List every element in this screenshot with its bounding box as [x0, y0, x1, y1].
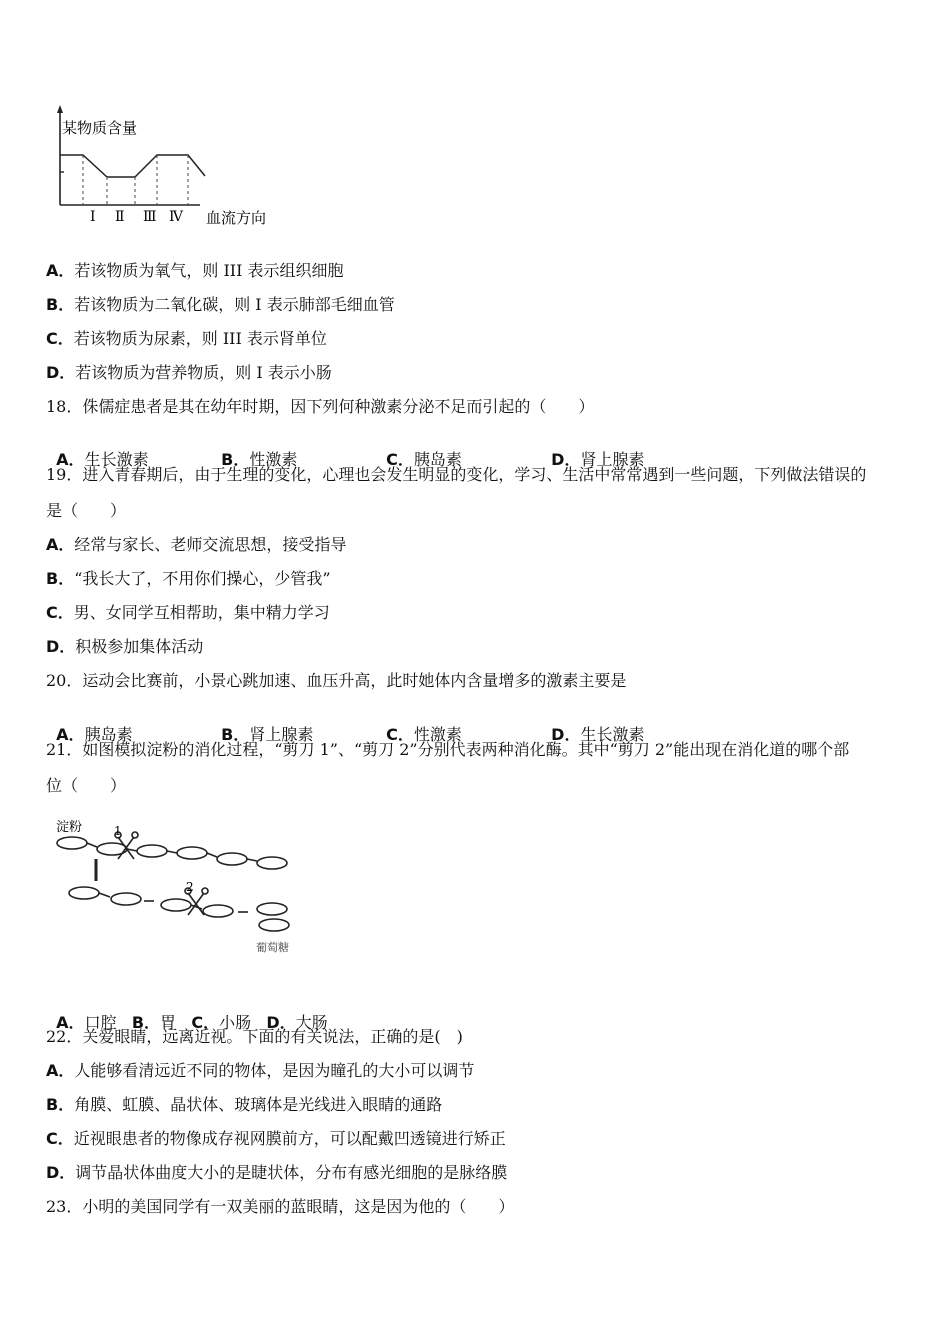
- q23-stem: 23．小明的美国同学有一双美丽的蓝眼睛，这是因为他的（ ）: [46, 1197, 515, 1216]
- q22-option-d[interactable]: D．调节晶状体曲度大小的是睫状体，分布有感光细胞的是脉络膜: [46, 1163, 508, 1182]
- q22-option-a[interactable]: A．人能够看清远近不同的物体，是因为瞳孔的大小可以调节: [46, 1061, 475, 1080]
- q21-option-a[interactable]: A．口腔: [56, 1013, 117, 1032]
- x-axis-label: 血流方向: [206, 209, 267, 227]
- q19-option-a[interactable]: A．经常与家长、老师交流思想，接受指导: [46, 535, 347, 554]
- q19-option-c[interactable]: C．男、女同学互相帮助，集中精力学习: [46, 603, 330, 622]
- q22-option-c[interactable]: C．近视眼患者的物像成存视网膜前方，可以配戴凹透镜进行矫正: [46, 1129, 506, 1148]
- q18-option-d[interactable]: D．肾上腺素: [551, 450, 645, 469]
- y-axis-label: 某物质含量: [62, 119, 138, 137]
- scissor-1-label: 1: [114, 824, 122, 838]
- q17-option-a[interactable]: A．若该物质为氧气，则 III 表示组织细胞: [46, 261, 344, 280]
- starch-digestion-figure: [52, 815, 312, 965]
- q20-option-c[interactable]: C．性激素: [386, 725, 462, 744]
- q19-option-d[interactable]: D．积极参加集体活动: [46, 637, 204, 656]
- substance-content-graph: [50, 100, 280, 230]
- q18-stem: 18．侏儒症患者是其在幼年时期，因下列何种激素分泌不足而引起的（ ）: [46, 397, 595, 416]
- q18-options: [46, 430, 906, 470]
- q21-option-d[interactable]: D．大肠: [266, 1013, 328, 1032]
- q21-option-c[interactable]: C．小肠: [191, 1013, 252, 1032]
- q17-option-c[interactable]: C．若该物质为尿素，则 III 表示肾单位: [46, 329, 327, 348]
- q20-stem: 20．运动会比赛前，小景心跳加速、血压升高，此时她体内含量增多的激素主要是: [46, 671, 627, 690]
- maltose-chain: [69, 887, 289, 931]
- q22-stem: 22．关爱眼睛，远离近视。下面的有关说法，正确的是( ): [46, 1027, 463, 1046]
- segment-label-3: Ⅲ: [143, 209, 157, 225]
- q17-option-b[interactable]: B．若该物质为二氧化碳，则 I 表示肺部毛细血管: [46, 295, 395, 314]
- y-axis-arrow: [57, 105, 63, 113]
- segment-label-1: Ⅰ: [90, 209, 96, 225]
- q18-option-b[interactable]: B．性激素: [221, 450, 298, 469]
- q17-option-d[interactable]: D．若该物质为营养物质，则 I 表示小肠: [46, 363, 332, 382]
- q21-stem-line2: 位（ ）: [46, 776, 127, 795]
- q20-option-a[interactable]: A．胰岛素: [56, 725, 133, 744]
- content-curve: [60, 155, 205, 177]
- glucose-label: 葡萄糖: [256, 941, 289, 954]
- q20-options: [46, 705, 906, 745]
- q21-option-b[interactable]: B．胃: [131, 1013, 177, 1032]
- starch-chain: [57, 837, 287, 869]
- q19-stem-line2: 是（ ）: [46, 501, 127, 520]
- q20-option-b[interactable]: B．肾上腺素: [221, 725, 314, 744]
- q20-option-d[interactable]: D．生长激素: [551, 725, 645, 744]
- q19-option-b[interactable]: B．“我长大了，不用你们操心，少管我”: [46, 569, 331, 588]
- q21-stem-line1: 21．如图模拟淀粉的消化过程，“剪刀 1”、“剪刀 2”分别代表两种消化酶。其中“剪刀 2”能出现在消化道的哪个部: [46, 740, 850, 759]
- scissor-2-label: 2: [186, 880, 194, 894]
- q22-option-b[interactable]: B．角膜、虹膜、晶状体、玻璃体是光线进入眼睛的通路: [46, 1095, 443, 1114]
- q18-option-a[interactable]: A．生长激素: [56, 450, 149, 469]
- q18-option-c[interactable]: C．胰岛素: [386, 450, 462, 469]
- segment-label-4: Ⅳ: [169, 209, 183, 225]
- segment-label-2: Ⅱ: [115, 209, 125, 225]
- q19-stem-line1: 19．进入青春期后，由于生理的变化，心理也会发生明显的变化，学习、生活中常常遇到一些问题，下列做法错误的: [46, 465, 867, 484]
- starch-label: 淀粉: [56, 820, 83, 835]
